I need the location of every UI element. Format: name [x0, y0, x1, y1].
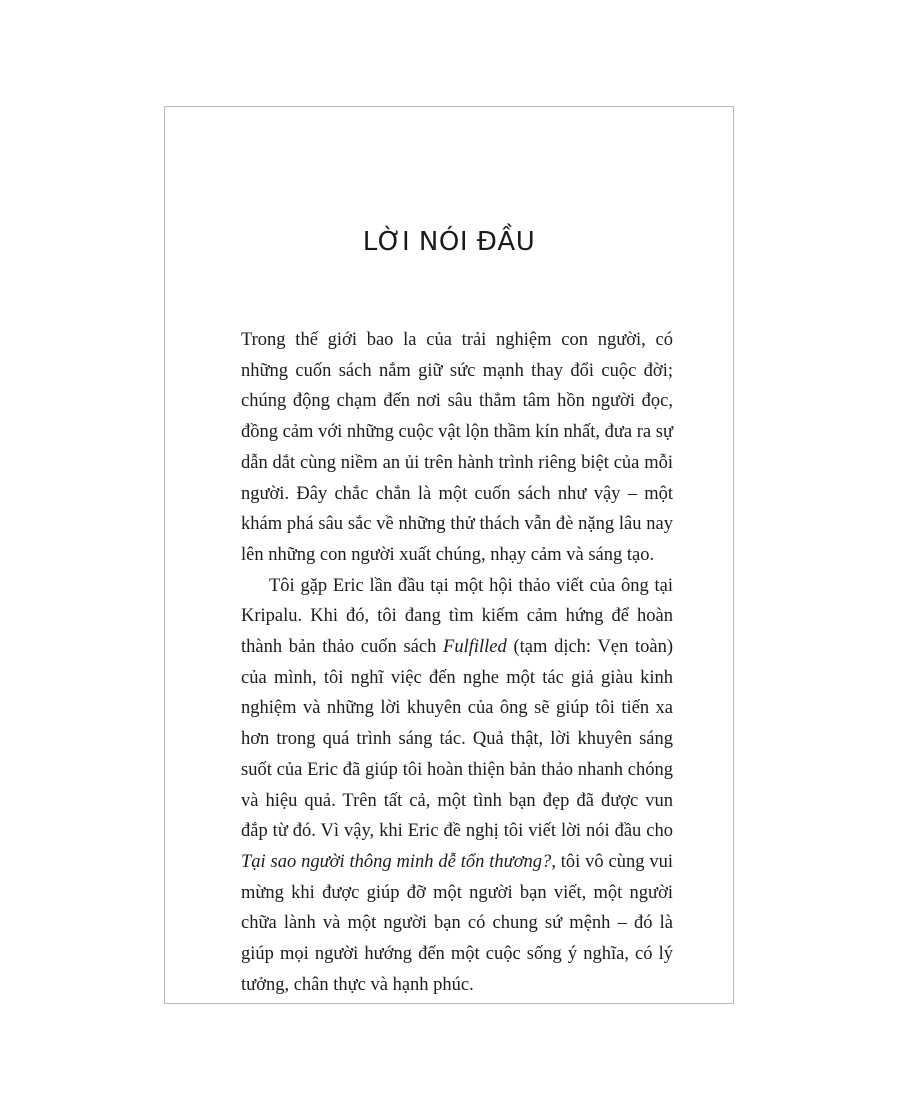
- paragraph-2-part-3: , tôi vô cùng vui mừng khi được giúp đỡ một người bạn viết, một người chữa lành và một người bạn có chung sứ mệnh – đó là giúp mọi người hướng đến một cuộc sống ý nghĩa, có lý tưởng, chân thực và hạnh phúc.: [241, 851, 673, 995]
- paragraph-2-part-1: Tôi gặp Eric lần đầu tại một hội thảo viết của ông tại Kripalu. Khi đó, tôi đang tìm kiếm cảm hứng để hoàn thành bản thảo cuốn sách: [241, 575, 673, 658]
- book-title-fulfilled: Fulfilled: [443, 637, 507, 658]
- paragraph-1: Trong thế giới bao la của trải nghiệm con người, có những cuốn sách nắm giữ sức mạnh thay đổi cuộc đời; chúng động chạm đến nơi sâu thẳm tâm hồn người đọc, đồng cảm với những cuộc vật lộn thầm kín nhất, đưa ra sự dẫn dắt cùng niềm an ủi trên hành trình riêng biệt của mỗi người. Đây chắc chắn là một cuốn sách như vậy – một khám phá sâu sắc về những thử thách vẫn đè nặng lâu nay lên những con người xuất chúng, nhạy cảm và sáng tạo.: [241, 330, 673, 565]
- book-page: [164, 106, 734, 1004]
- book-title-main: Tại sao người thông minh dễ tổn thương?: [241, 851, 552, 872]
- paragraph-2-part-2: (tạm dịch: Vẹn toàn) của mình, tôi nghĩ việc đến nghe một tác giả giàu kinh nghiệm và những lời khuyên của ông sẽ giúp tôi tiến xa hơn trong quá trình sáng tác. Quả thật, lời khuyên sáng suốt của Eric đã giúp tôi hoàn thiện bản thảo nhanh chóng và hiệu quả. Trên tất cả, một tình bạn đẹp đã được vun đắp từ đó. Vì vậy, khi Eric đề nghị tôi viết lời nói đầu cho: [241, 637, 673, 842]
- paragraph-2: [241, 571, 673, 1001]
- page-title: LỜI NÓI ĐẦU: [362, 227, 536, 257]
- page-body: [241, 325, 673, 1000]
